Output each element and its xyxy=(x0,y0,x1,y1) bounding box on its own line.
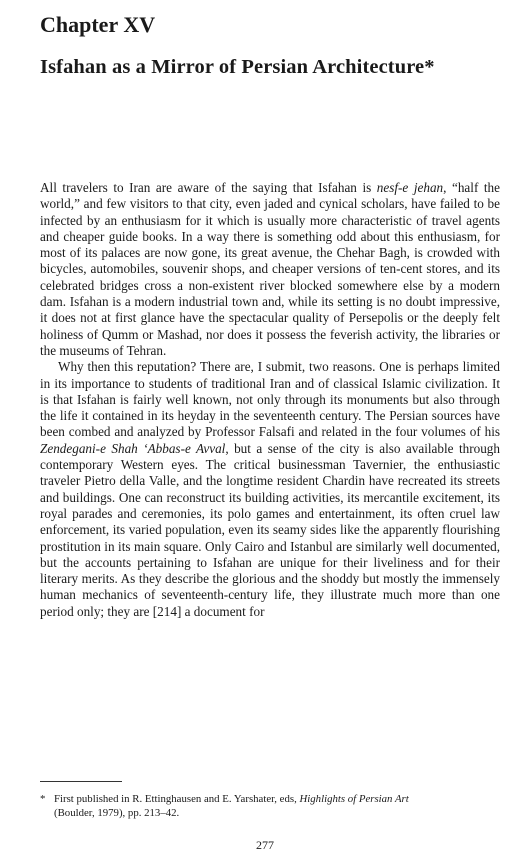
paragraph-2 xyxy=(40,359,500,620)
paragraph-2-text-2: , but a sense of the city is also available through contemporary Western eyes. The critical businessman Tavernier, the enthusiastic traveler Pietro della Valle, and the longtime resident Chardin have recreated its streets and buildings. One can reconstruct its building activities, its mercantile excitement, its royal parades and ceremonies, its polo games and entertainment, its often cruel law enforcement, its varied population, even its seamy sides like the apparently flourishing prostitution in its main square. Only Cairo and Istanbul are similarly well documented, but the accounts pertaining to Isfahan are unique for their liveliness and for their literary merits. As they describe the glorious and the shoddy but mostly the immensely human mechanics of seventeenth-century life, they illustrate much more than one period only; they are [214] a document for xyxy=(40,440,500,619)
footnote xyxy=(40,792,500,820)
paragraph-2-book-title: Zendegani-e Shah ‘Abbas-e Avval xyxy=(40,440,226,456)
paragraph-2-text-1: Why then this reputation? There are, I submit, two reasons. One is perhaps limited in its importance to students of traditional Iran and of classical Islamic civilization. It is that Isfahan is fairly well known, not only through its monuments but also through the life it contained in its heyday in the seventeenth century. The Persian sources have been combed and analyzed by Professor Falsafi and related in the four volumes of his xyxy=(40,359,500,440)
paragraph-1-term: nesf-e jehan xyxy=(376,180,444,195)
page-number: 277 xyxy=(256,838,274,852)
chapter-title: Isfahan as a Mirror of Persian Architecture* xyxy=(40,56,435,78)
footnote-text-1: First published in R. Ettinghausen and E. Yarshater, eds, xyxy=(54,793,300,805)
footnote-text-2: (Boulder, 1979), pp. 213–42. xyxy=(54,807,180,819)
chapter-label: Chapter XV xyxy=(40,12,156,37)
paragraph-1-text-1: All travelers to Iran are aware of the saying that Isfahan is xyxy=(40,180,377,195)
body-text xyxy=(40,180,500,620)
footnote-mark: * xyxy=(40,793,46,805)
footnote-book-title: Highlights of Persian Art xyxy=(299,793,409,805)
paragraph-1-text-2: , “half the world,” and few visitors to that city, even jaded and cynical scholars, have failed to be infected by an enthusiasm for it which is usually more characteristic of travel agents and cheaper guide books. In a way there is something odd about this enthusiasm, for most of its palaces are now gone, its great avenue, the Chehar Bagh, is crowded with bicycles, automobiles, souvenir shops, and cheaper versions of ten-cent stores, and its celebrated bridges cross a non-existent river blocked somewhere else by a modern dam. Isfahan is a modern industrial town and, while its setting is no doubt impressive, it does not at first glance have the spectacular quality of Persepolis or the deeply felt holiness of Qumm or Mashad, nor does it possess the feverish activity, the libraries or the museums of Tehran. xyxy=(40,180,500,358)
footnote-rule xyxy=(40,781,122,782)
paragraph-1 xyxy=(40,180,500,359)
